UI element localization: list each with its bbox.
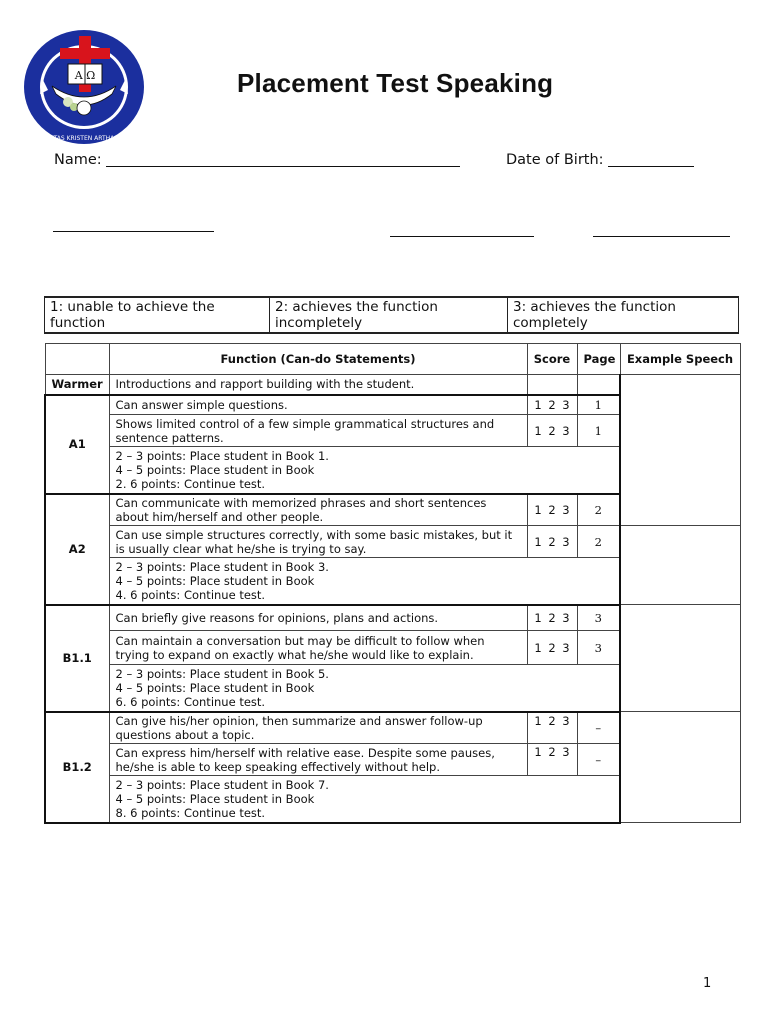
placement-notes [109,558,620,605]
level-a2: A2 [45,494,109,605]
scoring-scale-table [44,296,739,334]
svg-text:UNIVERSITAS KRISTEN ARTHA WACA: UNIVERSITAS KRISTEN ARTHA WACANA [25,135,143,142]
statement: Can use simple structures correctly, with some basic mistakes, but it is usually clear what he/she is trying to say. [109,526,527,558]
scale-2: 2: achieves the function incompletely [270,297,508,333]
score-options[interactable]: 1 2 3 [527,395,577,415]
note-line: 2 – 3 points: Place student in Book 1. [115,448,329,463]
name-field[interactable] [106,166,460,167]
note-line: 6. 6 points: Continue test. [115,694,266,709]
page-ref: 3 [577,605,620,631]
page-ref: 1 [577,395,620,415]
scale-3: 3: achieves the function completely [508,297,739,333]
blank-field-1[interactable] [53,231,214,232]
example-b1-2[interactable] [620,712,740,823]
statement: Can briefly give reasons for opinions, plans and actions. [109,605,527,631]
page-ref: – [577,712,620,744]
warmer-text: Introductions and rapport building with the student. [109,375,527,395]
page-ref: 2 [577,526,620,558]
note-line: 4 – 5 points: Place student in Book [115,791,315,806]
example-a1[interactable] [620,375,740,526]
warmer-page [577,375,620,395]
statement: Can give his/her opinion, then summarize and answer follow-up questions about a topic. [109,712,527,744]
blank-field-3[interactable] [593,236,730,237]
can-do-table [44,343,741,824]
header-example: Example Speech [620,344,740,375]
page-title: Placement Test Speaking [237,68,554,98]
page-ref: – [577,744,620,776]
level-b1-2: B1.2 [45,712,109,823]
statement: Can communicate with memorized phrases and short sentences about him/herself and other people. [109,494,527,526]
header-page: Page [577,344,620,375]
page-ref: 1 [577,415,620,447]
note-line: 4 – 5 points: Place student in Book [115,573,315,588]
statement: Shows limited control of a few simple grammatical structures and sentence patterns. [109,415,527,447]
statement: Can maintain a conversation but may be difficult to follow when trying to expand on exactly what he/she would like to explain. [109,631,527,665]
example-b1-1[interactable] [620,605,740,712]
page-ref: 3 [577,631,620,665]
warmer-label: Warmer [45,375,109,395]
name-label: Name: [54,152,102,168]
page-ref: 2 [577,494,620,526]
warmer-score [527,375,577,395]
svg-text:A Ω: A Ω [74,69,96,82]
note-line: 8. 6 points: Continue test. [115,805,266,820]
note-line: 2 – 3 points: Place student in Book 7. [115,777,329,792]
header-score: Score [527,344,577,375]
score-options[interactable]: 1 2 3 [527,494,577,526]
page-number: 1 [703,976,712,991]
placement-notes [109,665,620,712]
note-line: 2 – 3 points: Place student in Book 3. [115,559,329,574]
score-options[interactable]: 1 2 3 [527,744,577,776]
note-line: 2 – 3 points: Place student in Book 5. [115,666,329,681]
header-level [45,344,109,375]
dob-label: Date of Birth: [506,152,604,168]
placement-notes [109,776,620,823]
university-seal-icon [22,28,146,146]
blank-field-2[interactable] [390,236,534,237]
score-options[interactable]: 1 2 3 [527,631,577,665]
level-b1-1: B1.1 [45,605,109,712]
statement: Can answer simple questions. [109,395,527,415]
header-function: Function (Can-do Statements) [109,344,527,375]
score-options[interactable]: 1 2 3 [527,526,577,558]
score-options[interactable]: 1 2 3 [527,415,577,447]
placement-notes [109,447,620,494]
score-options[interactable]: 1 2 3 [527,712,577,744]
dob-field[interactable] [608,166,694,167]
note-line: 4. 6 points: Continue test. [115,587,266,602]
note-line: 2. 6 points: Continue test. [115,476,266,491]
level-a1: A1 [45,395,109,494]
note-line: 4 – 5 points: Place student in Book [115,462,315,477]
score-options[interactable]: 1 2 3 [527,605,577,631]
statement: Can express him/herself with relative ease. Despite some pauses, he/she is able to keep speaking effectively without help. [109,744,527,776]
note-line: 4 – 5 points: Place student in Book [115,680,315,695]
scale-1: 1: unable to achieve the function [45,297,270,333]
